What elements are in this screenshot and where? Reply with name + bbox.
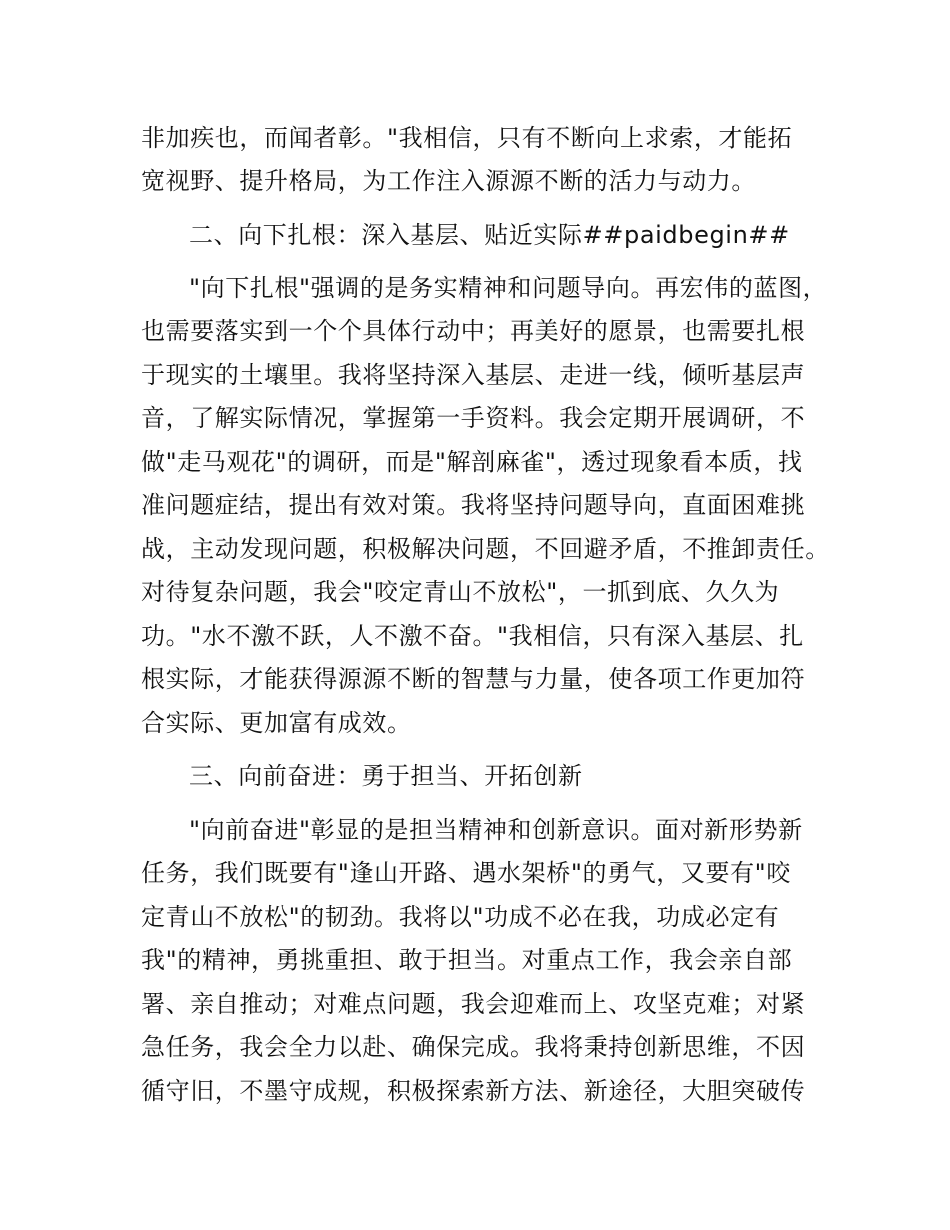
text-line: 我"的精神，勇挑重担、敢于担当。对重点工作，我会亲自部 — [141, 946, 793, 974]
text-line: 任务，我们既要有"逢山开路、遇水架桥"的勇气，又要有"咬 — [141, 859, 791, 887]
paragraph-first-line: "向下扎根"强调的是务实精神和问题导向。再宏伟的蓝图， — [189, 274, 828, 302]
text-line: 非加疾也，而闻者彰。"我相信，只有不断向上求索，才能拓 — [141, 124, 793, 152]
text-line: 功。"水不激不跃，人不激不奋。"我相信，只有深入基层、扎 — [141, 622, 804, 650]
text-line: 也需要落实到一个个具体行动中；再美好的愿景，也需要扎根 — [141, 317, 806, 345]
text-line: 宽视野、提升格局，为工作注入源源不断的活力与动力。 — [141, 167, 756, 195]
text-line: 准问题症结，提出有效对策。我将坚持问题导向，直面困难挑 — [141, 491, 806, 519]
paragraph-first-line: "向前奋进"彰显的是担当精神和创新意识。面对新形势新 — [189, 816, 803, 844]
text-line: 根实际，才能获得源源不断的智慧与力量，使各项工作更加符 — [141, 665, 806, 693]
text-line: 循守旧，不墨守成规，积极探索新方法、新途径，大胆突破传 — [141, 1077, 806, 1105]
text-line: 于现实的土壤里。我将坚持深入基层、走进一线，倾听基层声 — [141, 361, 806, 389]
text-line: 定青山不放松"的韧劲。我将以"功成不必在我，功成必定有 — [141, 903, 780, 931]
section-heading: 二、向下扎根：深入基层、贴近实际##paidbegin## — [189, 221, 790, 249]
text-line: 音，了解实际情况，掌握第一手资料。我会定期开展调研，不 — [141, 404, 806, 432]
text-line: 署、亲自推动；对难点问题，我会迎难而上、攻坚克难；对紧 — [141, 990, 806, 1018]
text-line: 做"走马观花"的调研，而是"解剖麻雀"，透过现象看本质，找 — [141, 448, 803, 476]
section-heading: 三、向前奋进：勇于担当、开拓创新 — [189, 762, 583, 790]
text-line: 急任务，我会全力以赴、确保完成。我将秉持创新思维，不因 — [141, 1033, 806, 1061]
text-line: 合实际、更加富有成效。 — [141, 709, 412, 737]
text-line: 战，主动发现问题，积极解决问题，不回避矛盾，不推卸责任。 — [141, 535, 830, 563]
text-line: 对待复杂问题，我会"咬定青山不放松"，一抓到底、久久为 — [141, 578, 780, 606]
